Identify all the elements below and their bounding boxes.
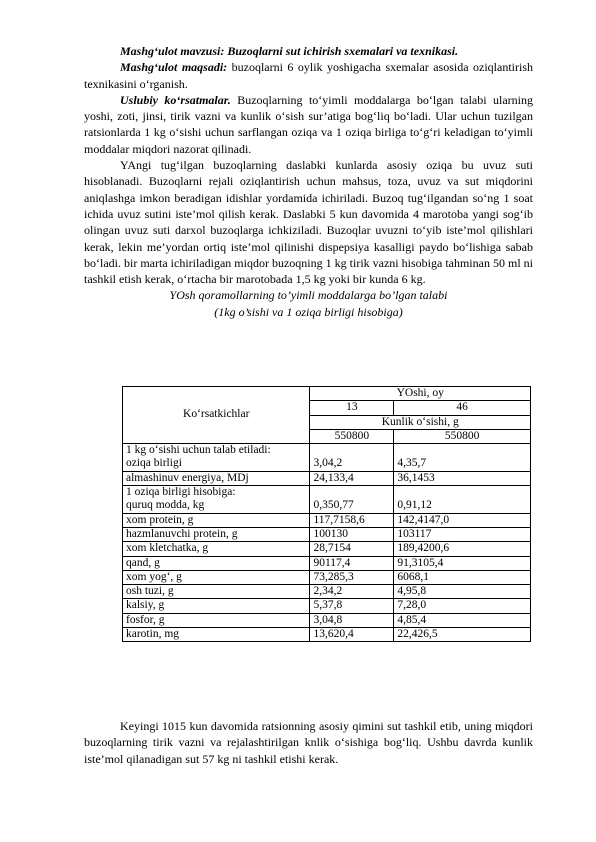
row-label: xom protein, g	[123, 513, 310, 527]
intro-block	[84, 43, 533, 320]
row-value-age-1: 3,04,2	[310, 444, 394, 472]
table-row	[123, 613, 531, 627]
method-text: Buzoqlarning to‘yimli moddalarga bo‘lgan talabi ularning yoshi, zoti, jinsi, tirik vazni va kunlik o‘sish sur’atiga bog‘liq bo‘ladi. Ular uchun tuzilgan ratsionlarda 1 kg o‘sishi uchun sarflangan oziqa va 1 oziqa birliga to‘g‘ri keladigan to‘yimli moddalar miqdori nazorat qilinadi.	[84, 92, 534, 156]
colostrum-paragraph: YAngi tug‘ilgan buzoqlarning daslabki kunlarda asosiy oziqa bu uvuz suti hisoblanadi. Buzoqlarni rejali oziqlantirish uchun mahsus, toza, uvuz va sut miqdorini aniqlashga imkon beradigan idishlar yordamida ichiriladi. Buzoq tug‘ilgandan so‘ng 1 soat ichida uvuz sutini iste’mol qilish kerak. Daslabki 5 kun davomida 4 marotoba yangi sog‘ib olingan uvuz suti darxol buzoqlarga ichkiziladi. Buzoqlar uvuzni to‘yib iste’mol qilishlari kerak, lekin me’yordan ortiq iste’mol qilinishi dispepsiya kasalligi paydo bo‘lishiga sabab bo‘ladi. bir marta ichiriladigan miqdor buzoqning 1 kg tirik vazni hisobiga tahminan 50 ml ni tashkil etish kerak, o‘rtacha bir marotobada 1,5 kg yoki bir kunda 6 kg.	[84, 158, 533, 287]
method-paragraph	[84, 92, 533, 157]
row-value-age-2: 6068,1	[394, 570, 531, 584]
row-value-age-1: 0,350,77	[310, 486, 394, 514]
table-row	[123, 628, 531, 642]
row-value-age-2: 36,1453	[394, 471, 531, 485]
header-gain-2: 550800	[394, 429, 531, 443]
table-row	[123, 513, 531, 527]
table-row	[123, 486, 531, 514]
goal-paragraph	[84, 59, 533, 92]
row-value-age-2: 4,95,8	[394, 585, 531, 599]
outro-block	[84, 718, 533, 767]
header-age: YOshi, oy	[310, 387, 531, 401]
table-row	[123, 570, 531, 584]
row-value-age-1: 24,133,4	[310, 471, 394, 485]
row-value-age-2: 189,4200,6	[394, 542, 531, 556]
row-value-age-2: 22,426,5	[394, 628, 531, 642]
topic-label: Mashg‘ulot mavzusi:	[120, 44, 225, 58]
table-body	[123, 444, 531, 642]
row-value-age-2: 4,35,7	[394, 444, 531, 472]
row-label: fosfor, g	[123, 613, 310, 627]
table-row	[123, 444, 531, 472]
row-value-age-2: 0,91,12	[394, 486, 531, 514]
row-label: 1 oziqa birligi hisobiga: quruq modda, kg	[123, 486, 310, 514]
table-row	[123, 599, 531, 613]
row-value-age-2: 142,4147,0	[394, 513, 531, 527]
row-value-age-1: 5,37,8	[310, 599, 394, 613]
row-value-age-1: 73,285,3	[310, 570, 394, 584]
header-gain: Kunlik o‘sishi, g	[310, 415, 531, 429]
row-value-age-1: 3,04,8	[310, 613, 394, 627]
table-row	[123, 527, 531, 541]
header-gain-1: 550800	[310, 429, 394, 443]
table-row	[123, 542, 531, 556]
goal-label: Mashg‘ulot maqsadi:	[120, 60, 228, 75]
table-row	[123, 556, 531, 570]
row-label: hazmlanuvchi protein, g	[123, 527, 310, 541]
row-label: xom yog‘, g	[123, 570, 310, 584]
row-value-age-2: 103117	[394, 527, 531, 541]
table-caption-line2: (1kg o’sishi va 1 oziqa birligi hisobiga)	[214, 304, 403, 319]
topic-line	[84, 43, 533, 59]
row-value-age-1: 28,7154	[310, 542, 394, 556]
row-label: xom kletchatka, g	[123, 542, 310, 556]
header-indicators: Ko‘rsatkichlar	[123, 387, 310, 444]
row-label: almashinuv energiya, MDj	[123, 471, 310, 485]
header-age-1: 13	[310, 401, 394, 415]
row-value-age-1: 2,34,2	[310, 585, 394, 599]
table-row	[123, 471, 531, 485]
row-label: qand, g	[123, 556, 310, 570]
nutrient-requirements-table	[122, 386, 531, 642]
table-row	[123, 585, 531, 599]
row-label: 1 kg o‘sishi uchun talab etiladi: oziqa birligi	[123, 444, 310, 472]
row-value-age-1: 100130	[310, 527, 394, 541]
header-age-2: 46	[394, 401, 531, 415]
row-label: kalsiy, g	[123, 599, 310, 613]
goal-text: buzoqlarni 6 oylik yoshigacha sxemalar asosida oziqlantirish texnikasini o‘rganish.	[84, 60, 534, 91]
row-value-age-1: 13,620,4	[310, 628, 394, 642]
milk-paragraph: Keyingi 1015 kun davomida ratsionning asosiy qimini sut tashkil etib, uning miqdori buzoqlarning tirik vazni va rejalashtirilgan knlik o‘sishiga bog‘liq. Ushbu davrda kunlik iste’mol qilanadigan sut 57 kg ni tashkil etishi kerak.	[84, 719, 533, 766]
topic-text: Buzoqlarni sut ichirish sxemalari va texnikasi.	[227, 44, 459, 58]
row-value-age-2: 7,28,0	[394, 599, 531, 613]
row-value-age-2: 4,85,4	[394, 613, 531, 627]
row-value-age-1: 90117,4	[310, 556, 394, 570]
method-label: Uslubiy ko‘rsatmalar.	[120, 92, 231, 107]
row-value-age-1: 117,7158,6	[310, 513, 394, 527]
row-label: osh tuzi, g	[123, 585, 310, 599]
row-value-age-2: 91,3105,4	[394, 556, 531, 570]
row-label: karotin, mg	[123, 628, 310, 642]
table-caption-line1: YOsh qoramollarning to’yimli moddalarga bo’lgan talabi	[169, 288, 448, 303]
